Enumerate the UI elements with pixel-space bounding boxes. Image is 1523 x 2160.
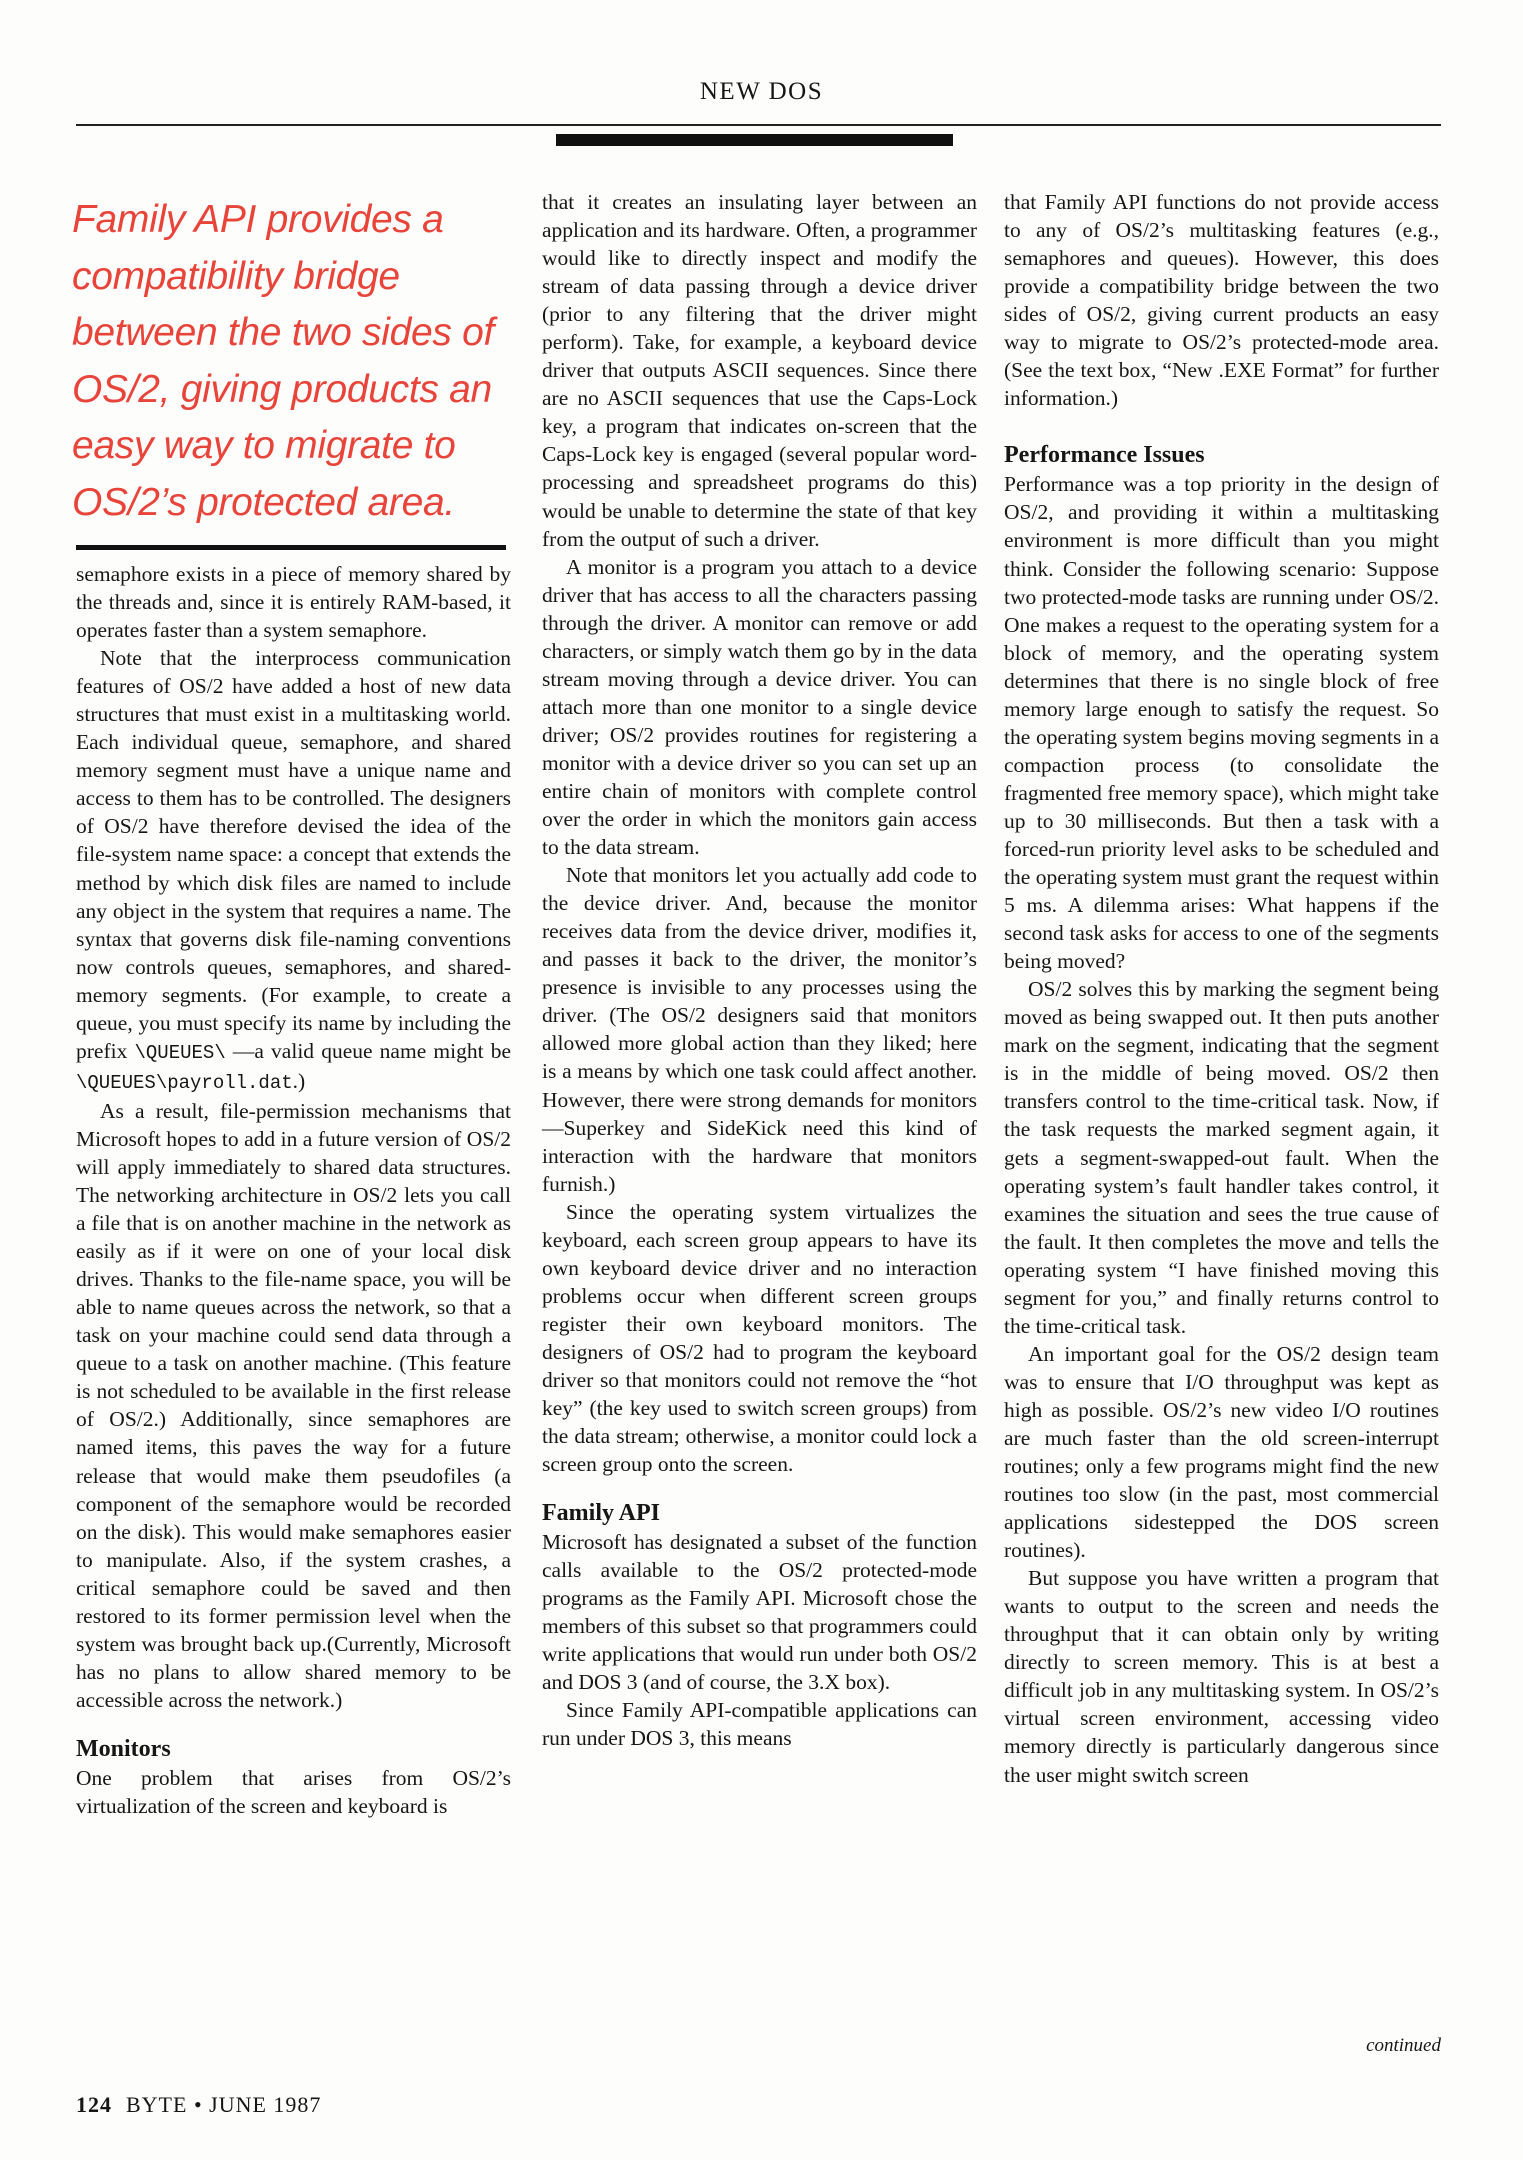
column-2 (542, 188, 977, 1753)
code-queue-name: \QUEUES\payroll.dat (76, 1071, 293, 1094)
section-header: NEW DOS (699, 78, 824, 105)
header-bar (556, 134, 953, 146)
paragraph: that it creates an insulating layer between an application and its hardware. Often, a programmer would like to directly inspect and modify the stream of data passing through a device driver (prior to any filtering that the driver might perform). Take, for example, a keyboard device driver that outputs ASCII sequences. Since there are no ASCII sequences that use the Caps-Lock key, a program that indicates on-screen that the Caps-Lock key is engaged (several popular word-processing and spreadsheet programs do this) would be unable to determine the state of that key from the output of such a driver. (542, 190, 977, 551)
paragraph: that Family API functions do not provide access to any of OS/2’s multitasking features (e.g., semaphores and queues). However, this does provide a compatibility bridge between the two sides of OS/2, giving current products an easy way to migrate to OS/2’s protected-mode area. (See the text box, “New .EXE Format” for further information.) (1004, 190, 1439, 411)
code-queues-prefix: \QUEUES\ (134, 1041, 226, 1064)
header-rule (76, 124, 1441, 126)
paragraph: OS/2 solves this by marking the segment being moved as being swapped out. It then puts another mark on the segment, indicating that the segment is in the middle of being moved. OS/2 then transfers control to the time-critical task. Now, if the task requests the marked segment again, it gets a segment-swapped-out fault. When the operating system’s fault handler takes control, it examines the situation and sees the true cause of the fault. It then completes the move and tells the operating system “I have finished moving this segment for you,” and finally returns control to the time-critical task. (1004, 977, 1439, 1338)
section-heading: Performance Issues (1004, 442, 1205, 469)
paragraph: As a result, file-permission mechanisms that Microsoft hopes to add in a future version of OS/2 will apply immediately to shared data structures. The networking architecture in OS/2 lets you call a file that is on another machine in the network as easily as if it were on one of your local disk drives. Thanks to the file-name space, you will be able to name queues across the network, so that a task on your machine could send data through a queue to a task on another machine. (This feature is not scheduled to be available in the first release of OS/2.) Additionally, since semaphores are named items, this paves the way for a future release that would make them pseudofiles (a component of the semaphore would be recorded on the disk). This would make semaphores easier to manipulate. Also, if the system crashes, a critical semaphore could be saved and then restored to its former permission level when the system was brought back up.(Currently, Microsoft has no plans to allow shared memory to be accessible across the network.) (76, 1098, 511, 1712)
page-number: 124 (76, 2092, 112, 2117)
paragraph: Microsoft has designated a subset of the function calls available to the OS/2 protected-mode programs as the Family API. Microsoft chose the members of this subset so that programmers could write applications that would run under both OS/2 and DOS 3 (and of course, the 3.X box). (542, 1530, 977, 1695)
section-heading: Family API (542, 1500, 660, 1527)
column-1 (76, 560, 511, 1820)
pull-quote-rule (76, 545, 506, 550)
column-3 (1004, 188, 1439, 1789)
pull-quote: Family API provides a compatibility bridge between the two sides of OS/2, giving products an easy way to migrate to OS/2’s protected area. (72, 198, 495, 524)
paragraph: Note that the interprocess communication features of OS/2 have added a host of new data structures that must exist in a multitasking world. Each individual queue, semaphore, and shared memory segment must have a unique name and access to them has to be controlled. The designers of OS/2 have therefore devised the idea of the file-system name space: a concept that extends the method by which disk files are named to include any object in the system that requires a name. The syntax that governs disk file-naming conventions now controls queues, semaphores, and shared-memory segments. (For example, to create a queue, you must specify its name by including the prefix \QUEUES\ —a valid queue name might be \QUEUES\payroll.dat.) (76, 646, 512, 1094)
paragraph: Note that monitors let you actually add code to the device driver. And, because the monitor receives data from the device driver, modifies it, and passes it back to the driver, the monitor’s presence is invisible to any processes using the driver. (The OS/2 designers said that monitors allowed more global action than they liked; here is a means by which one task could affect another. However, there were strong demands for monitors—Superkey and SideKick need this kind of interaction with the hardware that monitors furnish.) (542, 863, 977, 1196)
section-heading: Monitors (76, 1735, 171, 1762)
paragraph: Since Family API-compatible applications can run under DOS 3, this means (542, 1698, 977, 1751)
paragraph: A monitor is a program you attach to a device driver that has access to all the characters passing through the driver. A monitor can remove or add characters, or simply watch them go by in the data stream moving through a device driver. You can attach more than one monitor to a single device driver; OS/2 provides routines for registering a monitor with a device driver so you can set up an entire chain of monitors with complete control over the order in which the monitors gain access to the data stream. (542, 554, 977, 860)
continued-label: continued (1366, 2035, 1441, 2056)
paragraph: Since the operating system virtualizes the keyboard, each screen group appears to have its own keyboard device driver and no interaction problems occur when different screen groups register their own keyboard monitors. The designers of OS/2 had to program the keyboard driver so that monitors could not remove the “hot key” (the key used to switch screen groups) from the data stream; otherwise, a monitor could lock a screen group onto the screen. (542, 1199, 977, 1477)
paragraph: But suppose you have written a program that wants to output to the screen and needs the throughput that it can obtain only by writing directly to screen memory. This is at best a difficult job in any multitasking system. In OS/2’s virtual screen environment, accessing video memory directly is particularly dangerous since the user might switch screen (1004, 1566, 1439, 1787)
paragraph: semaphore exists in a piece of memory shared by the threads and, since it is entirely RAM-based, it operates faster than a system semaphore. (76, 562, 511, 643)
paragraph: One problem that arises from OS/2’s virtualization of the screen and keyboard is (76, 1765, 511, 1818)
paragraph: Performance was a top priority in the design of OS/2, and providing it within a multitasking environment is more difficult than you might think. Consider the following scenario: Suppose two protected-mode tasks are running under OS/2. One makes a request to the operating system for a block of memory, and the operating system determines that there is no single block of free memory large enough to satisfy the request. So the operating system begins moving segments in a compaction process (to consolidate the fragmented free memory space), which might take up to 30 milliseconds. But then a task with a forced-run priority level asks to be scheduled and the operating system must grant the request within 5 ms. A dilemma arises: What happens if the second task asks for access to one of the segments being moved? (1004, 472, 1439, 974)
magazine-issue: BYTE • JUNE 1987 (126, 2092, 322, 2117)
page-footer (76, 2092, 321, 2118)
paragraph: An important goal for the OS/2 design team was to ensure that I/O throughput was kept as high as possible. OS/2’s new video I/O routines are much faster than the old screen-interrupt routines; only a few programs might find the new routines too slow (in the past, most commercial applications sidestepped the DOS screen routines). (1004, 1341, 1439, 1563)
